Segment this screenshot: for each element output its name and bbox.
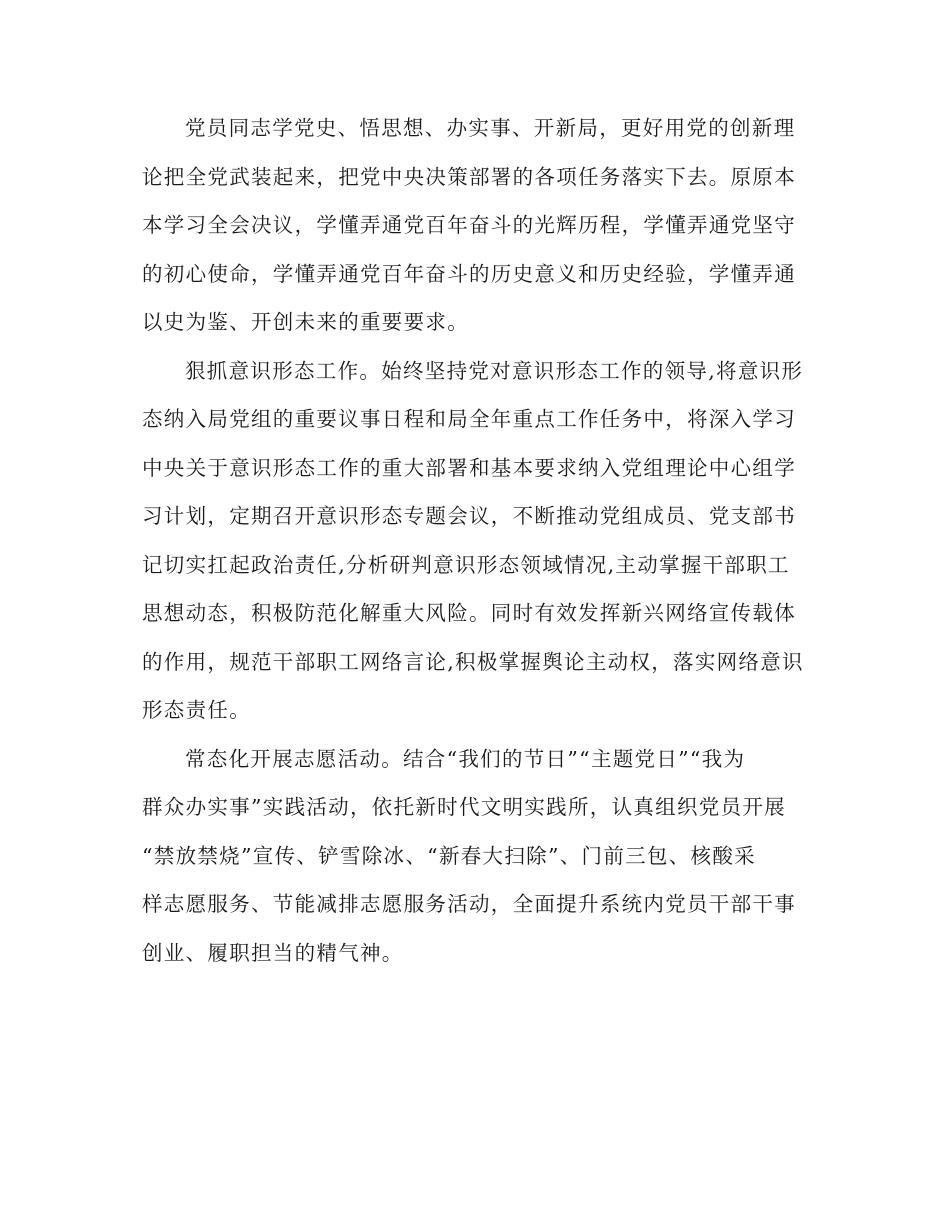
text-line: 中央关于意识形态工作的重大部署和基本要求纳入党组理论中心组学 — [142, 455, 796, 480]
text-line: 习计划，定期召开意识形态专题会议，不断推动党组成员、党支部书 — [142, 504, 796, 528]
paragraph-volunteer-activities — [142, 735, 812, 978]
text-line: 常态化开展志愿活动。结合“我们的节日”“主题党日”“我为 — [185, 746, 746, 771]
text-line: 狠抓意识形态工作。始终坚持党对意识形态工作的领导,将意识形 — [185, 358, 804, 383]
text-line: 以史为鉴、开创未来的重要要求。 — [142, 310, 469, 334]
text-line: 的初心使命，学懂弄通党百年奋斗的历史意义和历史经验，学懂弄通 — [142, 261, 796, 286]
text-line: 记切实扛起政治责任,分析研判意识形态领域情况,主动掌握干部职工 — [142, 552, 790, 577]
text-line: 样志愿服务、节能减排志愿服务活动，全面提升系统内党员干部干事 — [142, 892, 796, 916]
text-line: 党员同志学党史、悟思想、办实事、开新局，更好用党的创新理 — [185, 116, 796, 140]
document-body — [142, 104, 812, 977]
text-line: 群众办实事”实践活动，依托新时代文明实践所，认真组织党员开展 — [142, 795, 786, 819]
text-line: 本学习全会决议，学懂弄通党百年奋斗的光辉历程，学懂弄通党坚守 — [142, 213, 796, 237]
text-line: 思想动态，积极防范化解重大风险。同时有效发挥新兴网络宣传载体 — [142, 601, 796, 625]
text-line: 论把全党武装起来，把党中央决策部署的各项任务落实下去。原原本 — [142, 164, 796, 189]
text-line: 创业、履职担当的精气神。 — [142, 940, 404, 965]
paragraph-ideology-work — [142, 347, 812, 735]
text-line: “禁放禁烧”宣传、铲雪除冰、“新春大扫除”、门前三包、核酸采 — [142, 843, 756, 868]
paragraph-study-history — [142, 104, 812, 347]
text-line: 形态责任。 — [142, 698, 251, 722]
text-line: 的作用，规范干部职工网络言论,积极掌握舆论主动权，落实网络意识 — [142, 649, 804, 674]
text-line: 态纳入局党组的重要议事日程和局全年重点工作任务中，将深入学习 — [142, 407, 796, 431]
